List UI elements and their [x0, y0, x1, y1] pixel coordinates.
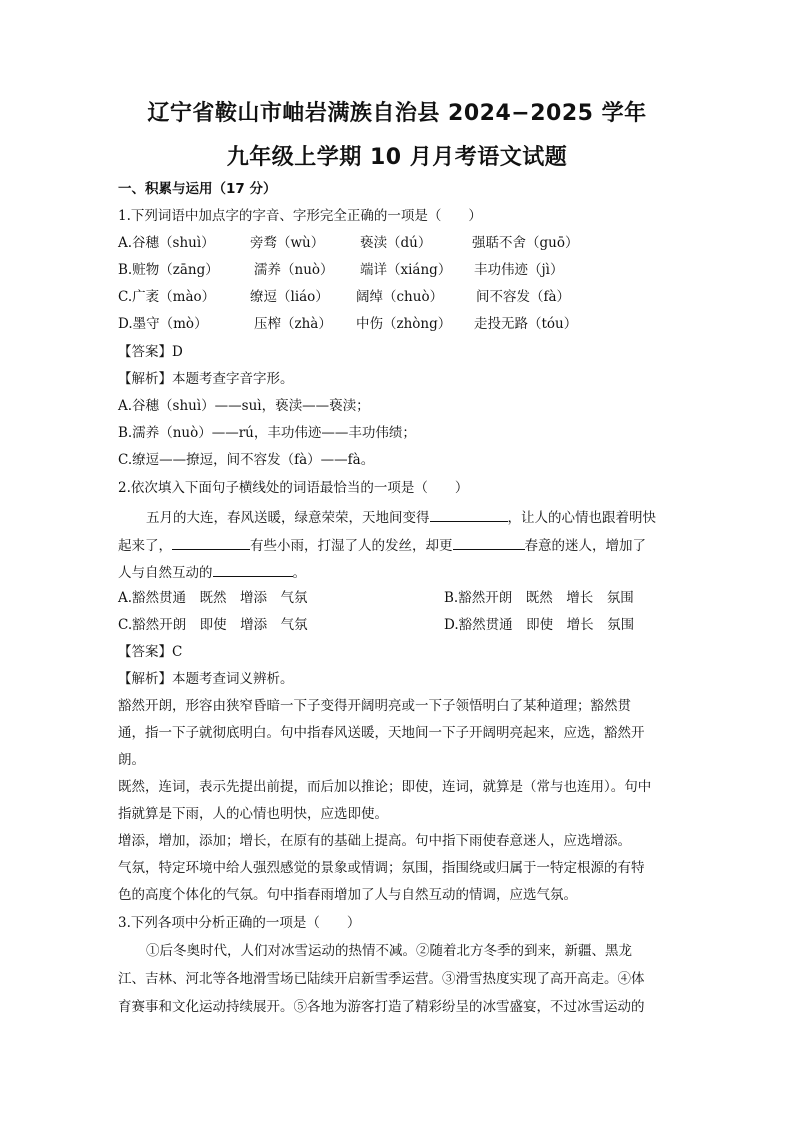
q1-option-b-1: B.赃物（zāng）: [118, 262, 219, 278]
q1-option-d-4: 走投无路（tóu）: [474, 316, 578, 332]
q2-passage-text: 起来了，: [118, 538, 172, 554]
q2-answer: 【答案】C: [118, 644, 183, 660]
q2-option-d: D.豁然贯通 即使 增长 氛围: [444, 617, 635, 633]
q3-passage-line: 江、吉林、河北等各地滑雪场已陆续开启新雪季运营。③滑雪热度实现了高开高走。④体: [118, 971, 645, 987]
q1-option-a-2: 旁骛（wù）: [250, 235, 325, 251]
q1-option-c-2: 缭逗（liáo）: [250, 289, 329, 305]
q1-option-a-1: A.谷穗（shuì）: [118, 235, 215, 251]
q1-option-b-4: 丰功伟迹（jì）: [474, 262, 564, 278]
q1-option-c-3: 阔绰（chuò）: [356, 289, 444, 305]
q3-passage-line: ①后冬奥时代，人们对冰雪运动的热情不减。②随着北方冬季的到来，新疆、黑龙: [146, 943, 632, 959]
q2-passage-text: 五月的大连，春风送暖，绿意荣荣，天地间变得: [146, 510, 430, 526]
q2-analysis-line: 指就算是下雨，人的心情也明快，应选即使。: [118, 806, 388, 822]
q3-passage-line: 育赛事和文化运动持续展开。⑤各地为游客打造了精彩纷呈的冰雪盛宴，不过冰雪运动的: [118, 999, 645, 1015]
q1-analysis-a: A.谷穗（shuì）——suì，亵渎——亵渎；: [118, 398, 370, 414]
q1-option-b-3: 端详（xiáng）: [360, 262, 452, 278]
q1-option-b-2: 濡养（nuò）: [254, 262, 334, 278]
q2-passage-line-1: [146, 507, 656, 527]
q2-passage-text: 。: [292, 565, 306, 581]
q1-option-d-3: 中伤（zhòng）: [356, 316, 452, 332]
q1-option-a-3: 亵渎（dú）: [360, 235, 432, 251]
q2-analysis-title: 【解析】本题考查词义辨析。: [118, 671, 294, 687]
doc-title-line-1: 辽宁省鞍山市岫岩满族自治县 2024−2025 学年: [147, 101, 647, 126]
q2-option-c: C.豁然开朗 即使 增添 气氛: [118, 617, 308, 633]
q3-stem: 3.下列各项中分析正确的一项是（ ）: [118, 915, 361, 931]
q1-option-c-1: C.广袤（mào）: [118, 289, 216, 305]
q2-passage-text: 春意的迷人，增加了: [524, 538, 646, 554]
q2-passage-line-2: [118, 535, 646, 555]
q2-analysis-line: 气氛，特定环境中给人强烈感觉的景象或情调；氛围，指围绕或归属于一特定根源的有特: [118, 860, 645, 876]
fill-blank: [430, 507, 508, 522]
fill-blank: [453, 535, 525, 550]
q1-stem: 1.下列词语中加点字的字音、字形完全正确的一项是（ ）: [118, 208, 482, 224]
q2-analysis-line: 既然，连词，表示先提出前提，而后加以推论；即使，连词，就算是（常与也连用）。句中: [118, 779, 652, 795]
q2-passage-text: 有些小雨，打湿了人的发丝，却更: [250, 538, 453, 554]
q2-option-b: B.豁然开朗 既然 增长 氛围: [444, 590, 634, 606]
q2-analysis-line: 通，指一下子就彻底明白。句中指春风送暖，天地间一下子开阔明亮起来，应选，豁然开: [118, 725, 645, 741]
q1-option-d-1: D.墨守（mò）: [118, 316, 208, 332]
q2-passage-text: 人与自然互动的: [118, 565, 213, 581]
q1-analysis-c: C.缭逗——撩逗，间不容发（fà）——fà。: [118, 452, 375, 468]
q1-option-c-4: 间不容发（fà）: [476, 289, 571, 305]
q1-answer: 【答案】D: [118, 344, 183, 360]
section-heading: 一、积累与运用（17 分）: [118, 181, 277, 197]
doc-title-line-2: 九年级上学期 10 月月考语文试题: [226, 145, 568, 170]
q2-analysis-line: 增添，增加，添加；增长，在原有的基础上提高。句中指下雨使春意迷人，应选增添。: [118, 833, 631, 849]
q2-option-a: A.豁然贯通 既然 增添 气氛: [118, 590, 308, 606]
q2-analysis-line: 朗。: [118, 752, 145, 768]
q2-passage-text: ，让人的心情也跟着明快: [507, 510, 656, 526]
fill-blank: [172, 535, 250, 550]
q2-stem: 2.依次填入下面句子横线处的词语最恰当的一项是（ ）: [118, 480, 469, 496]
q1-option-d-2: 压榨（zhà）: [254, 316, 332, 332]
q2-analysis-line: 色的高度个体化的气氛。句中指春雨增加了人与自然互动的情调，应选气氛。: [118, 887, 577, 903]
q1-analysis-b: B.濡养（nuò）——rú，丰功伟迹——丰功伟绩；: [118, 425, 416, 441]
fill-blank: [213, 562, 293, 577]
q1-option-a-4: 强聒不舍（guō）: [472, 235, 579, 251]
q1-analysis-title: 【解析】本题考查字音字形。: [118, 371, 294, 387]
q2-analysis-line: 豁然开朗，形容由狭窄昏暗一下子变得开阔明亮或一下子领悟明白了某种道理；豁然贯: [118, 698, 631, 714]
q2-passage-line-3: [118, 562, 306, 582]
